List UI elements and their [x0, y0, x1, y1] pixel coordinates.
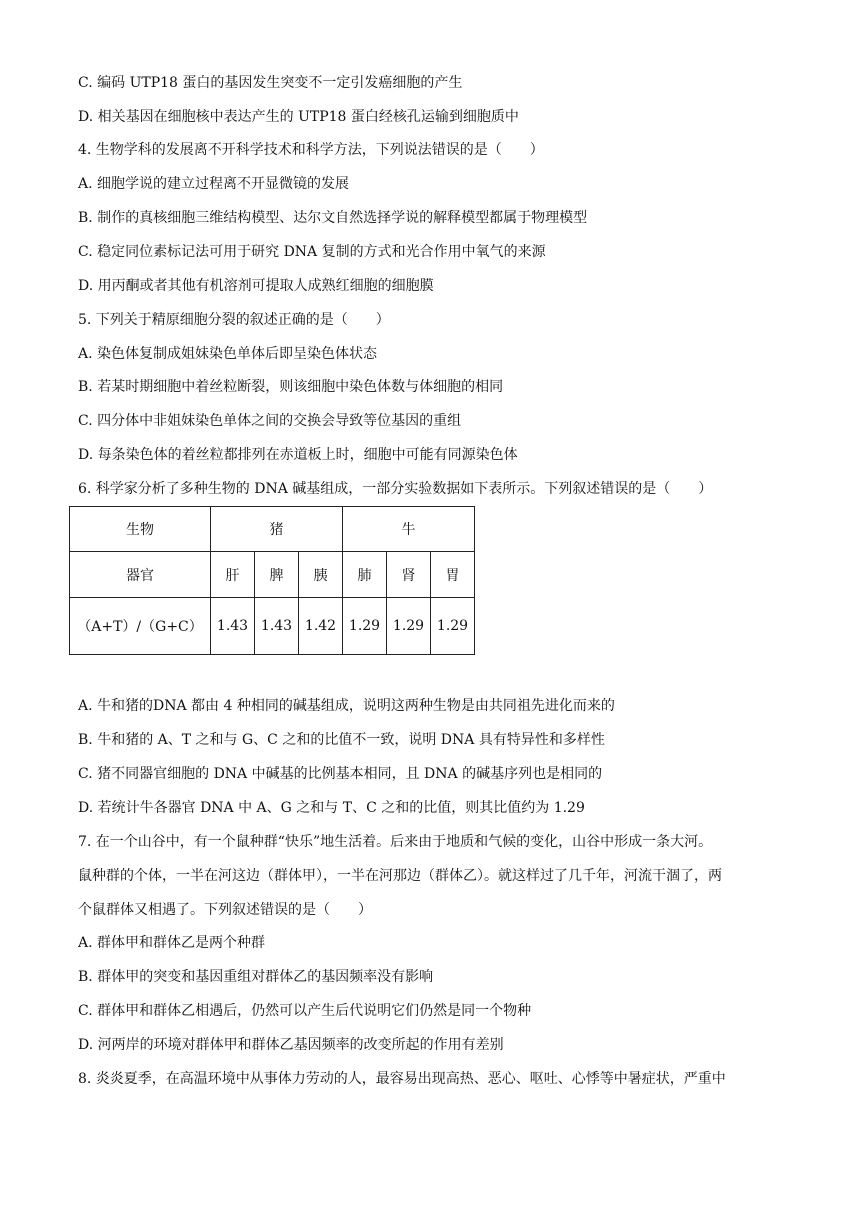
table-header-cattle: 牛 [343, 507, 475, 552]
table-cell: 1.43 [255, 598, 299, 655]
option-6b: B. 牛和猪的 A、T 之和与 G、C 之和的比值不一致，说明 DNA 具有特异性和多样性 [78, 732, 605, 748]
option-4c: C. 稳定同位素标记法可用于研究 DNA 复制的方式和光合作用中氧气的来源 [78, 244, 546, 260]
option-3c: C. 编码 UTP18 蛋白的基因发生突变不一定引发癌细胞的产生 [78, 75, 463, 91]
table-cell: 肺 [343, 552, 387, 598]
question-5: 5. 下列关于精原细胞分裂的叙述正确的是（ ） [78, 312, 390, 328]
table-cell: 1.43 [211, 598, 255, 655]
option-7b: B. 群体甲的突变和基因重组对群体乙的基因频率没有影响 [78, 969, 434, 985]
table-header-organism: 生物 [70, 507, 211, 552]
table-cell: 1.42 [299, 598, 343, 655]
option-4a: A. 细胞学说的建立过程离不开显微镜的发展 [78, 176, 350, 192]
table-cell: 胰 [299, 552, 343, 598]
option-7a: A. 群体甲和群体乙是两个种群 [78, 935, 266, 951]
table-cell: 胃 [431, 552, 475, 598]
option-7c: C. 群体甲和群体乙相遇后，仍然可以产生后代说明它们仍然是同一个物种 [78, 1003, 532, 1019]
option-6a: A. 牛和猪的DNA 都由 4 种相同的碱基组成，说明这两种生物是由共同祖先进化而来的 [78, 698, 615, 714]
table-cell: 肝 [211, 552, 255, 598]
option-3d: D. 相关基因在细胞核中表达产生的 UTP18 蛋白经核孔运输到细胞质中 [78, 109, 519, 125]
table-cell: 1.29 [343, 598, 387, 655]
table-cell: 肾 [387, 552, 431, 598]
question-7-line3: 个鼠群体又相遇了。下列叙述错误的是（ ） [78, 902, 372, 918]
table-row [70, 552, 475, 598]
option-4d: D. 用丙酮或者其他有机溶剂可提取人成熟红细胞的细胞膜 [78, 278, 434, 294]
table-header-pig: 猪 [211, 507, 343, 552]
question-7-line2: 鼠种群的个体，一半在河这边（群体甲），一半在河那边（群体乙）。就这样过了几千年，河流干涸了，两 [78, 868, 722, 884]
option-5a: A. 染色体复制成姐妹染色单体后即呈染色体状态 [78, 346, 378, 362]
table-header-organ: 器官 [70, 552, 211, 598]
option-7d: D. 河两岸的环境对群体甲和群体乙基因频率的改变所起的作用有差别 [78, 1037, 504, 1053]
table-header-ratio: （A+T）/（G+C） [70, 598, 211, 655]
question-7: 7. 在一个山谷中，有一个鼠种群“快乐”地生活着。后来由于地质和气候的变化，山谷中形成一条大河。 [78, 834, 713, 850]
question-6: 6. 科学家分析了多种生物的 DNA 碱基组成，一部分实验数据如下表所示。下列叙述错误的是（ ） [78, 481, 713, 497]
dna-base-table [69, 506, 475, 655]
table-row [70, 598, 475, 655]
table-cell: 1.29 [387, 598, 431, 655]
option-6c: C. 猪不同器官细胞的 DNA 中碱基的比例基本相同，且 DNA 的碱基序列也是相同的 [78, 766, 603, 782]
option-4b: B. 制作的真核细胞三维结构模型、达尔文自然选择学说的解释模型都属于物理模型 [78, 210, 588, 226]
table-cell: 1.29 [431, 598, 475, 655]
table-row [70, 507, 475, 552]
option-5b: B. 若某时期细胞中着丝粒断裂，则该细胞中染色体数与体细胞的相同 [78, 379, 504, 395]
table-cell: 脾 [255, 552, 299, 598]
option-6d: D. 若统计牛各器官 DNA 中 A、G 之和与 T、C 之和的比值，则其比值约为 1.29 [78, 800, 585, 816]
question-8: 8. 炎炎夏季，在高温环境中从事体力劳动的人，最容易出现高热、恶心、呕吐、心悸等中暑症状，严重中 [78, 1071, 726, 1087]
question-4: 4. 生物学科的发展离不开科学技术和科学方法，下列说法错误的是（ ） [78, 142, 544, 158]
option-5d: D. 每条染色体的着丝粒都排列在赤道板上时，细胞中可能有同源染色体 [78, 447, 518, 463]
option-5c: C. 四分体中非姐妹染色单体之间的交换会导致等位基因的重组 [78, 413, 462, 429]
